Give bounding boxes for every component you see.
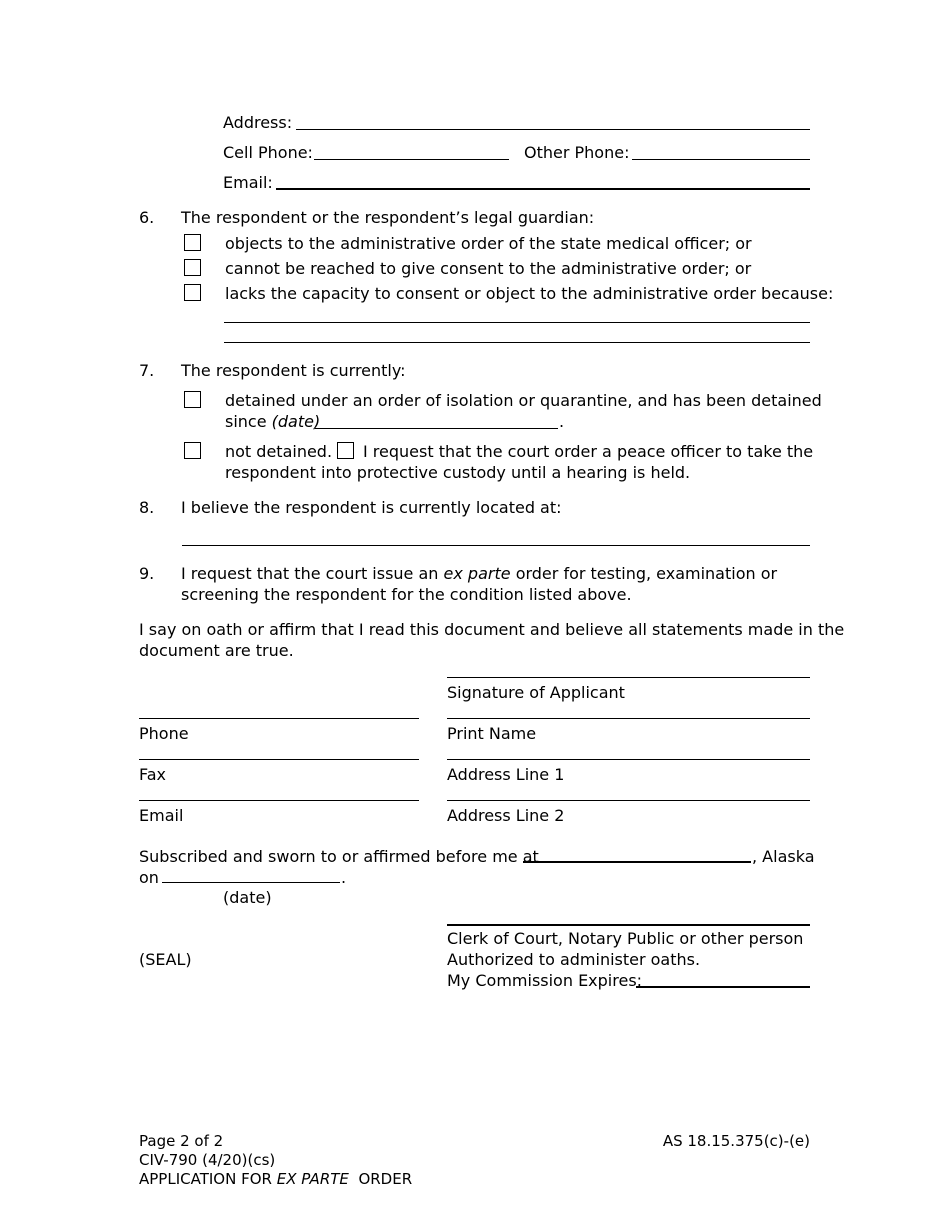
cell-phone-label: Cell Phone: [223, 143, 313, 162]
clerk-line-2: Authorized to administer oaths. [447, 950, 701, 969]
footer-page-number: Page 2 of 2 [139, 1132, 224, 1150]
email-field[interactable] [276, 188, 810, 190]
protective-custody-checkbox[interactable] [337, 442, 354, 459]
clerk-signature-line[interactable] [447, 924, 810, 926]
item-9-text-before: I request that the court issue an [181, 564, 439, 583]
commission-expires-field[interactable] [636, 986, 810, 988]
seal-label: (SEAL) [139, 950, 192, 969]
detained-checkbox[interactable] [184, 391, 201, 408]
date-caption: (date) [223, 888, 272, 907]
subscribed-period: . [341, 868, 347, 887]
cannot-be-reached-option-label: cannot be reached to give consent to the administrative order; or [225, 259, 752, 278]
protective-custody-line-1: I request that the court order a peace officer to take the [363, 442, 814, 461]
on-text: on [139, 868, 159, 887]
item-6-number: 6. [139, 208, 155, 227]
address-field[interactable] [296, 129, 810, 130]
address-line-2-line[interactable] [447, 800, 810, 801]
alaska-text: , Alaska [752, 847, 815, 866]
lacks-capacity-reason-line-2[interactable] [224, 342, 810, 343]
phone-label: Phone [139, 724, 189, 743]
footer-form-id: CIV-790 (4/20)(cs) [139, 1151, 276, 1169]
commission-expires-label: My Commission Expires: [447, 971, 643, 990]
other-phone-label: Other Phone: [524, 143, 630, 162]
address-line-1-line[interactable] [447, 759, 810, 760]
item-7-text: The respondent is currently: [181, 361, 406, 380]
lacks-capacity-checkbox[interactable] [184, 284, 201, 301]
item-9-line-2: screening the respondent for the condition listed above. [181, 585, 632, 604]
detained-option-line-1: detained under an order of isolation or quarantine, and has been detained [225, 391, 822, 410]
protective-custody-line-2: respondent into protective custody until a hearing is held. [225, 463, 691, 482]
cannot-be-reached-checkbox[interactable] [184, 259, 201, 276]
item-9-text-after: order for testing, examination or [515, 564, 778, 583]
signature-label: Signature of Applicant [447, 683, 625, 702]
item-7-number: 7. [139, 361, 155, 380]
footer-statute: AS 18.15.375(c)-(e) [662, 1132, 810, 1150]
detained-since-label [225, 411, 320, 432]
print-name-line[interactable] [447, 718, 810, 719]
subscribed-location-field[interactable] [523, 861, 751, 863]
oath-line-1: I say on oath or affirm that I read this document and believe all statements made in the [139, 620, 845, 639]
subscribed-date-field[interactable] [162, 882, 340, 883]
since-text: since [225, 412, 267, 431]
subscribed-text: Subscribed and sworn to or affirmed before me at [139, 847, 539, 866]
applicant-email-line[interactable] [139, 800, 419, 801]
print-name-label: Print Name [447, 724, 537, 743]
detained-since-date-field[interactable] [315, 428, 558, 429]
email-label: Email: [223, 173, 273, 192]
fax-label: Fax [139, 765, 167, 784]
oath-line-2: document are true. [139, 641, 294, 660]
ex-parte-italic: ex parte [443, 564, 511, 583]
item-6-text: The respondent or the respondent’s legal guardian: [181, 208, 595, 227]
item-9-number: 9. [139, 564, 155, 583]
item-8-text: I believe the respondent is currently located at: [181, 498, 562, 517]
address-label: Address: [223, 113, 293, 132]
fax-line[interactable] [139, 759, 419, 760]
not-detained-label: not detained. [225, 442, 333, 461]
cell-phone-field[interactable] [314, 159, 509, 160]
lacks-capacity-option-label: lacks the capacity to consent or object to the administrative order because: [225, 284, 834, 303]
clerk-line-1: Clerk of Court, Notary Public or other person [447, 929, 804, 948]
item-8-number: 8. [139, 498, 155, 517]
applicant-email-label: Email [139, 806, 184, 825]
detained-period: . [559, 412, 565, 431]
footer-form-title [139, 1169, 412, 1190]
phone-line[interactable] [139, 718, 419, 719]
lacks-capacity-reason-line-1[interactable] [224, 322, 810, 323]
date-hint: (date) [271, 412, 321, 431]
objects-option-label: objects to the administrative order of the state medical officer; or [225, 234, 752, 253]
footer-title-before: APPLICATION FOR [139, 1170, 272, 1188]
footer-title-after: ORDER [358, 1170, 413, 1188]
other-phone-field[interactable] [632, 159, 810, 160]
signature-line[interactable] [447, 677, 810, 678]
address-line-2-label: Address Line 2 [447, 806, 565, 825]
objects-checkbox[interactable] [184, 234, 201, 251]
not-detained-checkbox[interactable] [184, 442, 201, 459]
address-line-1-label: Address Line 1 [447, 765, 565, 784]
respondent-location-field[interactable] [182, 545, 810, 546]
item-9-line-1 [181, 563, 777, 584]
footer-title-italic: EX PARTE [276, 1170, 349, 1188]
